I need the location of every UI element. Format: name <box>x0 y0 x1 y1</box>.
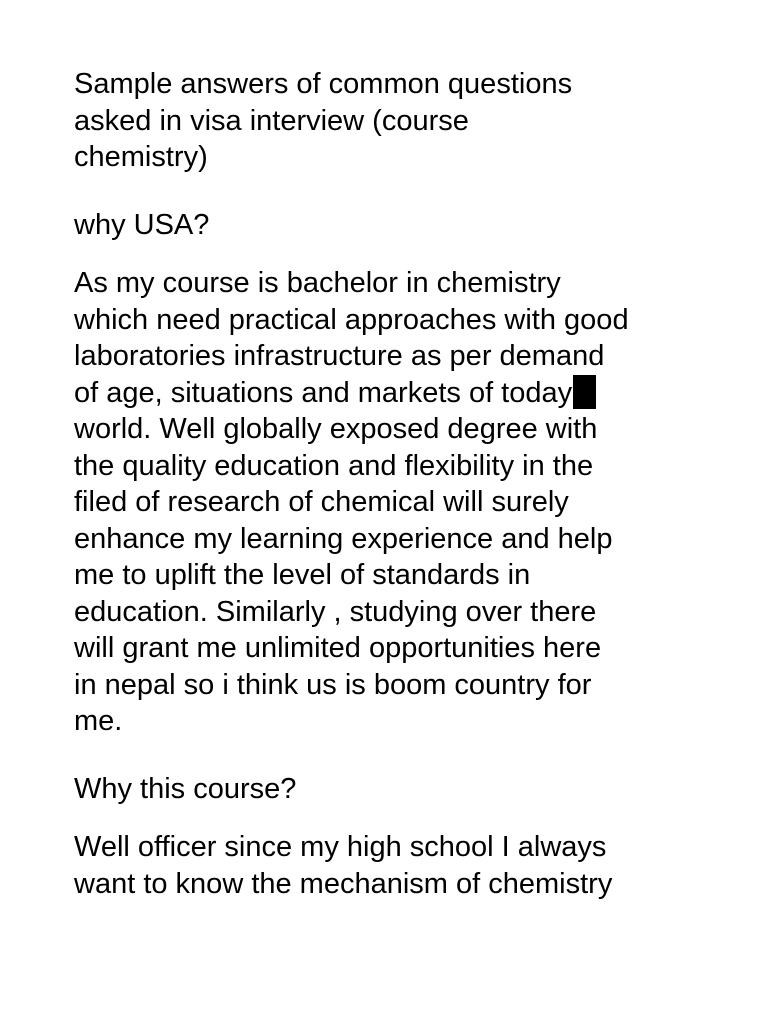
answer-line: which need practical approaches with good <box>74 303 629 336</box>
answer-line: want to know the mechanism of chemistry <box>74 867 613 900</box>
answer-line: the quality education and flexibility in the <box>74 449 594 482</box>
document-page <box>74 66 714 902</box>
answer-line-text: of age, situations and markets of today <box>74 376 573 409</box>
answer-line: education. Similarly , studying over there <box>74 595 597 628</box>
answer-line: will grant me unlimited opportunities here <box>74 632 602 664</box>
answer-why-this-course <box>74 829 714 902</box>
title-line: chemistry) <box>74 141 208 173</box>
answer-why-usa <box>74 265 714 740</box>
question-why-this-course <box>74 771 714 808</box>
answer-line: laboratories infrastructure as per demand <box>74 340 605 372</box>
question-heading: Why this course? <box>74 772 297 805</box>
answer-line: As my course is bachelor in chemistry <box>74 267 561 299</box>
answer-line: me. <box>74 705 123 737</box>
answer-line: world. Well globally exposed degree with <box>74 413 598 445</box>
answer-line: in nepal so i think us is boom country for <box>74 668 592 701</box>
answer-line-with-cursor <box>74 375 714 412</box>
answer-line: filed of research of chemical will surely <box>74 486 569 518</box>
question-why-usa <box>74 207 714 244</box>
text-cursor-block <box>573 375 596 409</box>
answer-line: Well officer since my high school I always <box>74 831 607 863</box>
title-line: asked in visa interview (course <box>74 104 469 137</box>
answer-line: enhance my learning experience and help <box>74 522 613 555</box>
title-line: Sample answers of common questions <box>74 68 573 100</box>
question-heading: why USA? <box>74 208 210 241</box>
answer-line: me to uplift the level of standards in <box>74 559 531 591</box>
document-title <box>74 66 714 176</box>
